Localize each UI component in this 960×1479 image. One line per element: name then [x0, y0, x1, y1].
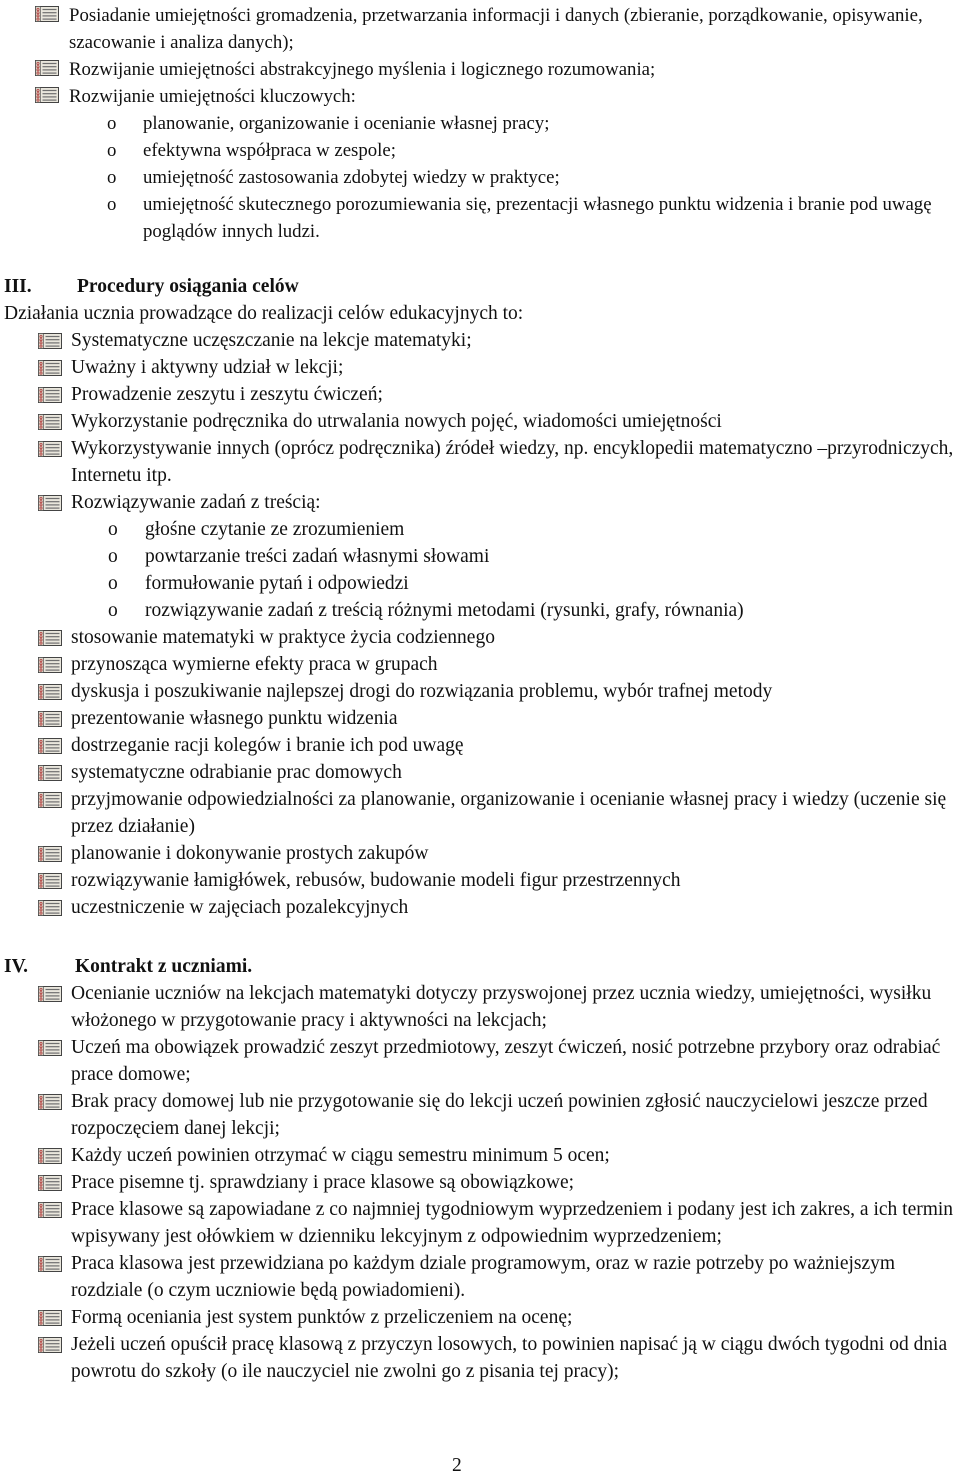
list-item-text: stosowanie matematyki w praktyce życia codziennego — [71, 627, 495, 648]
notepad-bullet-icon — [37, 764, 63, 782]
list-item — [0, 732, 958, 759]
list-item — [0, 1331, 958, 1385]
sub-bullet-marker: o — [107, 113, 117, 134]
sub-list-item — [0, 570, 958, 597]
list-item — [0, 1034, 958, 1088]
list-item-text: Uważny i aktywny udział w lekcji; — [71, 357, 344, 378]
list-item-text: Praca klasowa jest przewidziana po każdym dziale programowym, oraz w razie potrzeby po ważniejszym rozdziale (o czym uczniowie będą powiadomieni). — [71, 1253, 896, 1301]
notepad-bullet-icon — [34, 5, 60, 23]
list-item-text: Rozwijanie umiejętności kluczowych: — [69, 86, 356, 107]
sub-bullet-marker: o — [107, 194, 117, 215]
notepad-bullet-icon — [37, 845, 63, 863]
sub-bullet-marker: o — [108, 600, 118, 621]
notepad-bullet-icon — [37, 1093, 63, 1111]
list-item — [0, 624, 958, 651]
list-item — [0, 1169, 958, 1196]
list-item-text: planowanie i dokonywanie prostych zakupów — [71, 843, 429, 864]
list-item-text: Uczeń ma obowiązek prowadzić zeszyt przedmiotowy, zeszyt ćwiczeń, nosić potrzebne przybory oraz odrabiać prace domowe; — [71, 1037, 941, 1085]
notepad-bullet-icon — [37, 1201, 63, 1219]
list-item-text: systematyczne odrabianie prac domowych — [71, 762, 402, 783]
notepad-bullet-icon — [34, 59, 60, 77]
list-item — [0, 1196, 958, 1250]
section-number: III. — [4, 276, 32, 297]
list-item-text: Prace klasowe są zapowiadane z co najmniej tygodniowym wyprzedzeniem i podany jest ich zakres, a ich termin wpisywany jest ołówkiem w dzienniku lekcyjnym z odpowiednim wyprzedzeniem; — [71, 1199, 954, 1247]
notepad-bullet-icon — [37, 494, 63, 512]
notepad-bullet-icon — [37, 1174, 63, 1192]
notepad-bullet-icon — [37, 683, 63, 701]
sub-bullet-marker: o — [108, 546, 118, 567]
notepad-bullet-icon — [37, 1147, 63, 1165]
list-item — [0, 651, 958, 678]
list-item — [0, 980, 958, 1034]
sub-bullet-marker: o — [108, 519, 118, 540]
list-item-text: dyskusja i poszukiwanie najlepszej drogi do rozwiązania problemu, wybór trafnej metody — [71, 681, 773, 702]
list-item — [0, 1304, 958, 1331]
notepad-bullet-icon — [37, 985, 63, 1003]
notepad-bullet-icon — [34, 86, 60, 104]
list-item — [0, 408, 958, 435]
notepad-bullet-icon — [37, 386, 63, 404]
list-item — [0, 705, 958, 732]
list-item-text: Każdy uczeń powinien otrzymać w ciągu semestru minimum 5 ocen; — [71, 1145, 610, 1166]
list-item-text: Prowadzenie zeszytu i zeszytu ćwiczeń; — [71, 384, 383, 405]
notepad-bullet-icon — [37, 332, 63, 350]
notepad-bullet-icon — [37, 710, 63, 728]
section-2-continuation — [0, 2, 958, 245]
sub-list-item-text: powtarzanie treści zadań własnymi słowami — [145, 546, 490, 567]
list-item — [0, 786, 958, 840]
list-item-text: Ocenianie uczniów na lekcjach matematyki dotyczy przyswojonej przez ucznia wiedzy, umiejętności, wysiłku włożonego w przygotowanie pracy i aktywności na lekcjach; — [71, 983, 932, 1031]
list-item — [0, 867, 958, 894]
sub-list-item-text: efektywna współpraca w zespole; — [143, 140, 396, 161]
list-item — [0, 1142, 958, 1169]
sub-list-item — [0, 516, 958, 543]
list-item — [0, 759, 958, 786]
list-item-text: przyjmowanie odpowiedzialności za planowanie, organizowanie i ocenianie własnej pracy i wiedzy (uczenie się przez działanie) — [71, 789, 947, 837]
list-item — [0, 435, 958, 489]
contract-list — [0, 980, 958, 1385]
list-item-text: uczestniczenie w zajęciach pozalekcyjnych — [71, 897, 409, 918]
list-item-text: Prace pisemne tj. sprawdziany i prace klasowe są obowiązkowe; — [71, 1172, 575, 1193]
notepad-bullet-icon — [37, 413, 63, 431]
list-item — [0, 354, 958, 381]
notepad-bullet-icon — [37, 359, 63, 377]
list-item-text: Posiadanie umiejętności gromadzenia, przetwarzania informacji i danych (zbieranie, porządkowanie, opisywanie, szacowanie i analiza danych); — [69, 5, 923, 53]
sub-bullet-marker: o — [108, 573, 118, 594]
section-3-heading — [0, 273, 958, 300]
section-4 — [0, 953, 958, 1385]
list-item-text: prezentowanie własnego punktu widzenia — [71, 708, 398, 729]
list-item — [0, 1088, 958, 1142]
notepad-bullet-icon — [37, 656, 63, 674]
section-3 — [0, 273, 958, 921]
list-item-text: przynosząca wymierne efekty praca w grupach — [71, 654, 438, 675]
list-item — [0, 83, 958, 110]
list-item — [0, 840, 958, 867]
notepad-bullet-icon — [37, 899, 63, 917]
notepad-bullet-icon — [37, 1255, 63, 1273]
notepad-bullet-icon — [37, 629, 63, 647]
list-item — [0, 489, 958, 516]
sub-list-item — [0, 543, 958, 570]
list-item-text: dostrzeganie racji kolegów i branie ich pod uwagę — [71, 735, 464, 756]
sub-bullet-marker: o — [107, 167, 117, 188]
notepad-bullet-icon — [37, 1039, 63, 1057]
notepad-bullet-icon — [37, 440, 63, 458]
notepad-bullet-icon — [37, 1309, 63, 1327]
sub-list-item-text: planowanie, organizowanie i ocenianie własnej pracy; — [143, 113, 550, 134]
list-item — [0, 56, 958, 83]
sub-list-item-text: rozwiązywanie zadań z treścią różnymi metodami (rysunki, grafy, równania) — [145, 600, 744, 621]
list-item — [0, 894, 958, 921]
section-intro: Działania ucznia prowadzące do realizacji celów edukacyjnych to: — [4, 303, 524, 324]
list-item-text: Wykorzystywanie innych (oprócz podręcznika) źródeł wiedzy, np. encyklopedii matematyczno –przyrodniczych, Internetu itp. — [71, 438, 954, 486]
notepad-bullet-icon — [37, 872, 63, 890]
list-item — [0, 327, 958, 354]
list-item-text: Rozwiązywanie zadań z treścią: — [71, 492, 321, 513]
list-item-text: Formą oceniania jest system punktów z przeliczeniem na ocenę; — [71, 1307, 573, 1328]
sub-list-item — [0, 110, 958, 137]
list-item-text: Systematyczne uczęszczanie na lekcje matematyki; — [71, 330, 472, 351]
section-title: Kontrakt z uczniami. — [75, 956, 253, 977]
sub-list-item-text: formułowanie pytań i odpowiedzi — [145, 573, 409, 594]
notepad-bullet-icon — [37, 791, 63, 809]
list-item — [0, 1250, 958, 1304]
sub-list-item — [0, 137, 958, 164]
sub-list-item — [0, 191, 958, 245]
sub-list-item-text: głośne czytanie ze zrozumieniem — [145, 519, 405, 540]
list-item-text: Rozwijanie umiejętności abstrakcyjnego myślenia i logicznego rozumowania; — [69, 59, 656, 80]
activities-list — [0, 327, 958, 921]
sub-list-item — [0, 164, 958, 191]
list-item-text: Jeżeli uczeń opuścił pracę klasową z przyczyn losowych, to powinien napisać ją w ciągu dwóch tygodni od dnia powrotu do szkoły (o ile nauczyciel nie zwolni go z pisania tej pracy); — [71, 1334, 948, 1382]
sub-bullet-marker: o — [107, 140, 117, 161]
sub-list-item-text: umiejętność zastosowania zdobytej wiedzy w praktyce; — [143, 167, 560, 188]
sub-list-item-text: umiejętność skutecznego porozumiewania się, prezentacji własnego punktu widzenia i branie pod uwagę poglądów innych ludzi. — [143, 194, 932, 242]
notepad-bullet-icon — [37, 737, 63, 755]
list-item — [0, 2, 958, 56]
page-number: 2 — [452, 1455, 462, 1476]
list-item — [0, 381, 958, 408]
section-4-heading — [0, 953, 958, 980]
list-item-text: rozwiązywanie łamigłówek, rebusów, budowanie modeli figur przestrzennych — [71, 870, 681, 891]
notepad-bullet-icon — [37, 1336, 63, 1354]
section-number: IV. — [4, 956, 29, 977]
list-item — [0, 678, 958, 705]
list-item-text: Wykorzystanie podręcznika do utrwalania nowych pojęć, wiadomości umiejętności — [71, 411, 722, 432]
section-title: Procedury osiągania celów — [77, 276, 299, 297]
list-item-text: Brak pracy domowej lub nie przygotowanie się do lekcji uczeń powinien zgłosić nauczycielowi jeszcze przed rozpoczęciem danej lekcji; — [71, 1091, 928, 1139]
sub-list-item — [0, 597, 958, 624]
